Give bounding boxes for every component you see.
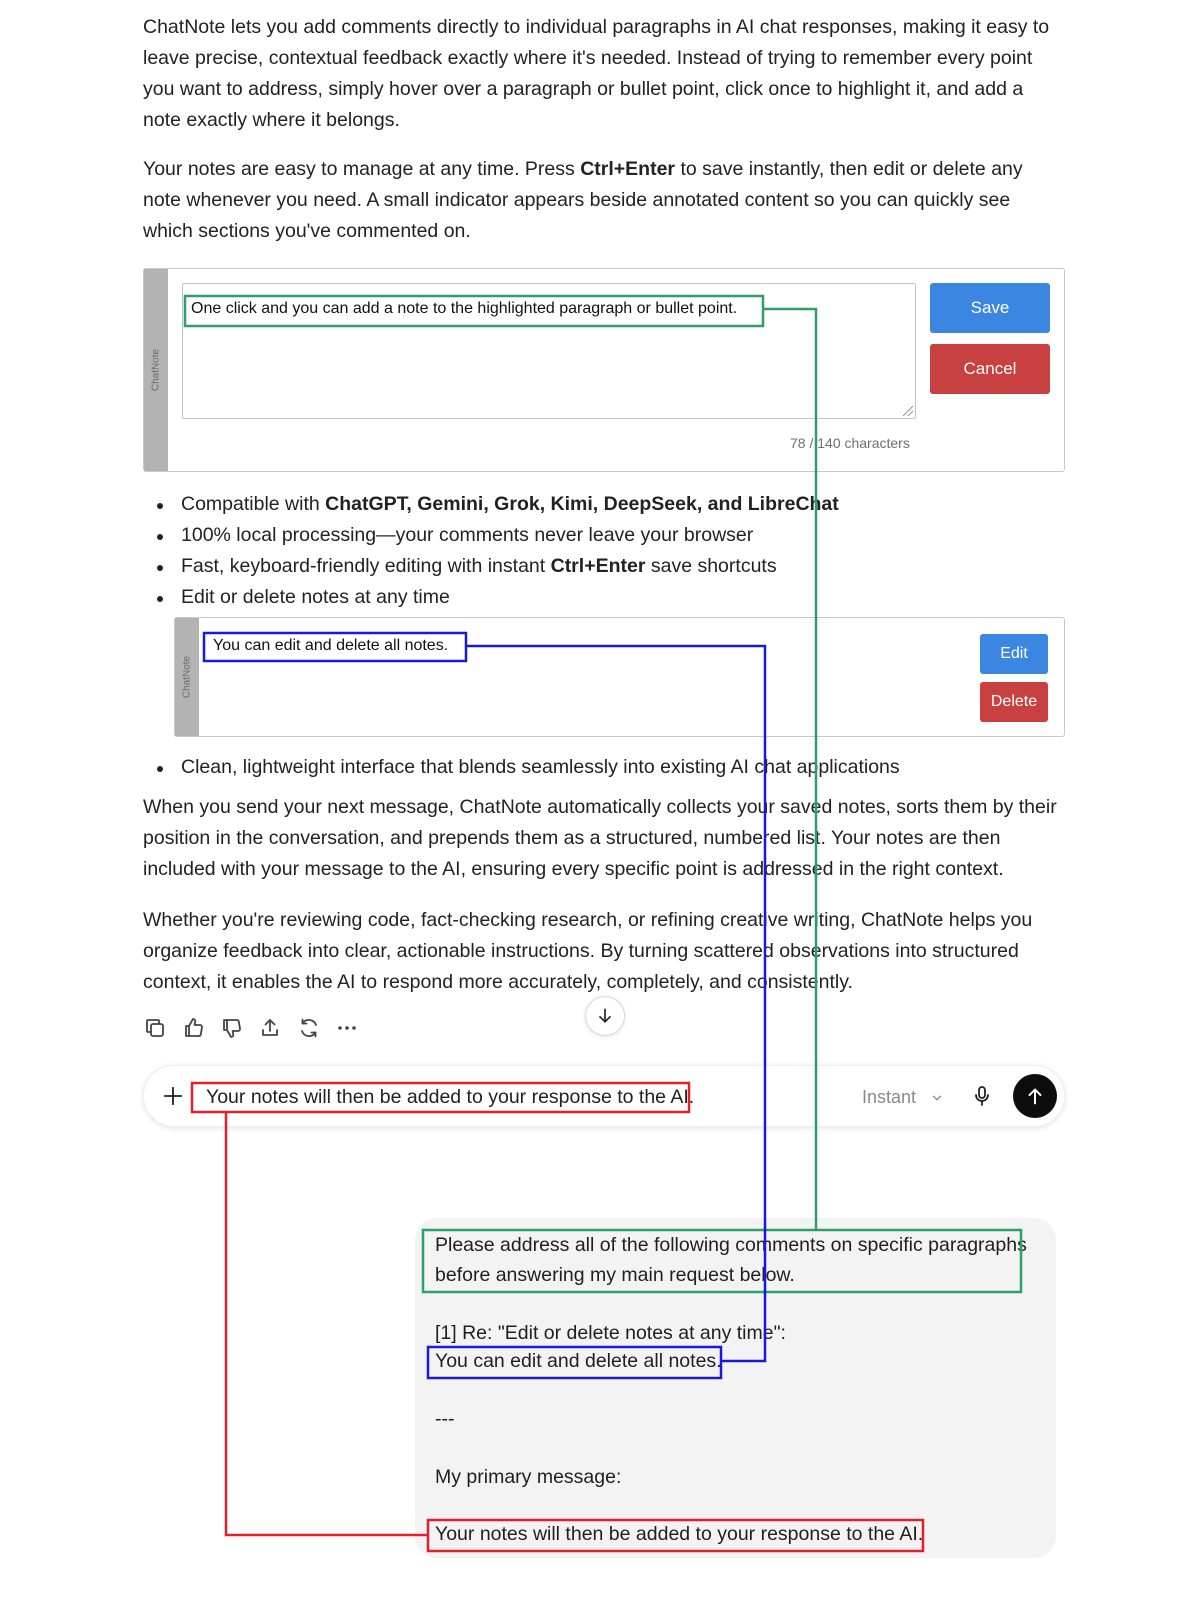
delete-button[interactable]: Delete [980, 682, 1048, 722]
list-item-text-start: Fast, keyboard-friendly editing with instant [181, 555, 551, 577]
note-strip [144, 269, 168, 471]
intro-paragraph-1: ChatNote lets you add comments directly to individual paragraphs in AI chat responses, making it easy to leave precise, contextual feedback exactly where it's needed. Instead of trying to remember every point you want to address, simply hover over a paragraph or bullet point, click once to highlight it, and add a note exactly where it belongs. [143, 16, 1050, 131]
list-item-text: 100% local processing—your comments never leave your browser [181, 524, 754, 546]
note-strip [175, 618, 199, 736]
cancel-button[interactable]: Cancel [930, 344, 1050, 394]
message-composer [143, 1065, 1065, 1127]
arrow-up-icon [1024, 1085, 1046, 1107]
intro-paragraph-2 [143, 154, 1063, 247]
body-paragraph-2: Whether you're reviewing code, fact-checking research, or refining creative writing, ChatNote helps you organize feedback into clear, actionable instructions. By turning scattered observations into structured context, it enables the AI to respond more accurately, completely, and consistently. [143, 909, 1033, 993]
list-item-text: Clean, lightweight interface that blends seamlessly into existing AI chat applications [181, 756, 900, 778]
bullet-dot [157, 503, 163, 509]
list-item-text [181, 493, 839, 516]
more-icon[interactable] [335, 1016, 359, 1040]
scroll-to-bottom-button[interactable] [585, 996, 625, 1036]
user-message-bubble [415, 1218, 1056, 1558]
saved-note-text: You can edit and delete all notes. [213, 637, 449, 654]
note-content: You can edit and delete all notes. [435, 1350, 722, 1372]
list-item-text-start: Compatible with [181, 493, 326, 515]
character-count: 78 / 140 characters [790, 435, 910, 451]
send-button[interactable] [1013, 1074, 1057, 1118]
plus-icon[interactable] [162, 1085, 184, 1107]
note-reference: [1] Re: "Edit or delete notes at any time": [435, 1322, 786, 1344]
list-item-text [181, 555, 777, 578]
note-editor-card [143, 268, 1065, 472]
copy-icon[interactable] [143, 1016, 167, 1040]
primary-message-label: My primary message: [435, 1466, 622, 1488]
bullet-dot [157, 766, 163, 772]
intro-p2-text-end: to save instantly, then edit or delete any note whenever you need. A small indicator appears beside annotated content so you can quickly see which sections you've commented on. [143, 158, 1023, 242]
strip-label: ChatNote [150, 348, 162, 392]
note-textarea-text: One click and you can add a note to the highlighted paragraph or bullet point. [191, 300, 738, 317]
thumbs-up-icon[interactable] [182, 1016, 206, 1040]
saved-note-card [174, 617, 1065, 737]
chevron-down-icon [930, 1091, 944, 1105]
thumbs-down-icon[interactable] [220, 1016, 244, 1040]
bullet-dot [157, 565, 163, 571]
primary-message-text: Your notes will then be added to your response to the AI. [435, 1523, 924, 1545]
list-item-text-end: save shortcuts [645, 555, 777, 577]
arrow-down-icon [595, 1006, 615, 1026]
microphone-icon[interactable] [970, 1084, 994, 1108]
model-selector-label: Instant [862, 1087, 917, 1107]
intro-p2-text: Your notes are easy to manage at any time. Press [143, 158, 581, 180]
separator: --- [435, 1408, 455, 1430]
instruction-line-1: Please address all of the following comments on specific paragraphs [435, 1234, 1027, 1256]
bullet-dot [157, 596, 163, 602]
save-button[interactable]: Save [930, 283, 1050, 333]
platform-names: ChatGPT, Gemini, Grok, Kimi, DeepSeek, and LibreChat [325, 493, 839, 515]
list-item-text: Edit or delete notes at any time [181, 586, 450, 608]
shortcut-label: Ctrl+Enter [580, 158, 676, 180]
red-connector [226, 1112, 428, 1535]
body-paragraph-1: When you send your next message, ChatNote automatically collects your saved notes, sorts them by their position in the conversation, and prepends them as a structured, numbered list. Your notes are then included with your message to the AI, ensuring every specific point is addressed in the right context. [143, 796, 1057, 880]
edit-button[interactable]: Edit [980, 634, 1048, 674]
bullet-dot [157, 534, 163, 540]
strip-label: ChatNote [181, 655, 193, 699]
note-textarea[interactable] [182, 283, 916, 419]
share-icon[interactable] [258, 1016, 282, 1040]
resize-handle-icon[interactable] [903, 406, 913, 416]
instruction-line-2: before answering my main request below. [435, 1264, 795, 1286]
model-selector[interactable] [862, 1087, 916, 1108]
regenerate-icon[interactable] [297, 1016, 321, 1040]
composer-input[interactable]: Your notes will then be added to your response to the AI. [206, 1086, 695, 1108]
shortcut-label: Ctrl+Enter [550, 555, 646, 577]
